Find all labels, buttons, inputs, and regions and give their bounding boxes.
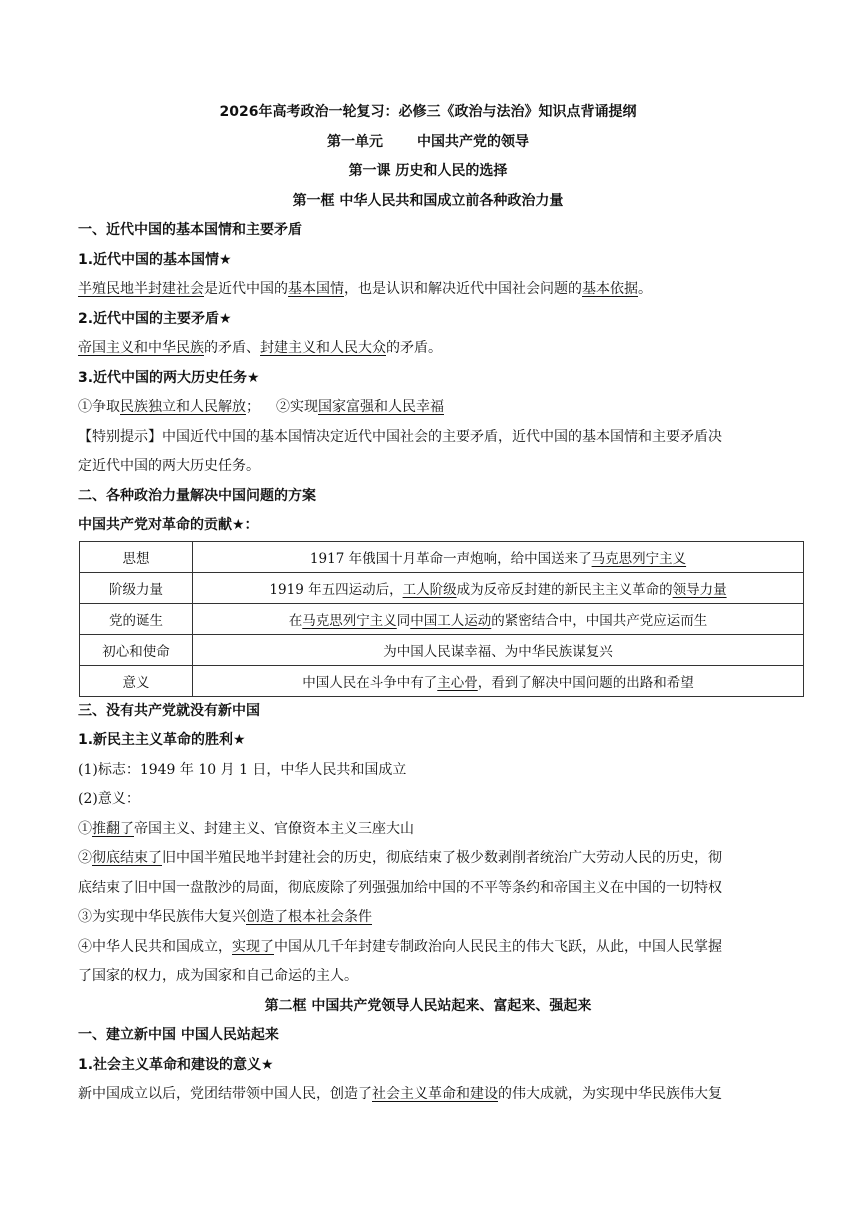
- table-value: 为中国人民谋幸福、为中华民族谋复兴: [193, 634, 804, 665]
- key-term: 帝国主义和中华民族: [78, 340, 204, 356]
- text: 的矛盾。: [386, 340, 442, 356]
- point-title: 1.近代中国的基本国情★: [78, 251, 232, 268]
- section-heading: 三、没有共产党就没有新中国: [78, 702, 260, 719]
- key-term: 半殖民地半封建社会: [78, 281, 204, 297]
- text: ；: [246, 399, 260, 415]
- unit-name: 第一单元: [327, 133, 383, 150]
- frame-heading-2: 第二框 中国共产党领导人民站起来、富起来、强起来: [264, 997, 592, 1014]
- unit-topic: 中国共产党的领导: [417, 133, 529, 150]
- point-title: 3.近代中国的两大历史任务★: [78, 369, 260, 386]
- table-value: 在马克思列宁主义同中国工人运动的紧密结合中，中国共产党应运而生: [193, 603, 804, 634]
- list-item-continued: 底结束了旧中国一盘散沙的局面，彻底废除了列强强加给中国的不平等条约和帝国主义在中国的一切特权: [78, 879, 722, 896]
- frame-heading-1: 第一框 中华人民共和国成立前各种政治力量: [292, 192, 564, 209]
- paragraph: (2)意义：: [78, 791, 140, 807]
- point-title: 1.社会主义革命和建设的意义★: [78, 1056, 274, 1073]
- table-value: 1919 年五四运动后，工人阶级成为反帝反封建的新民主主义革命的领导力量: [193, 572, 804, 603]
- special-tip-line-2: 定近代中国的两大历史任务。: [78, 458, 260, 474]
- table-row: [80, 665, 804, 696]
- lesson-heading: 第一课 历史和人民的选择: [348, 163, 508, 179]
- list-item: ④中华人民共和国成立，实现了中国从几千年封建专制政治向人民民主的伟大飞跃，从此，中国人民掌握: [78, 938, 722, 955]
- table-row: [80, 572, 804, 603]
- list-item-continued: 了国家的权力，成为国家和自己命运的主人。: [78, 968, 358, 984]
- table-key: 阶级力量: [80, 572, 193, 603]
- paragraph: [78, 393, 778, 423]
- key-term: 基本依据: [582, 281, 638, 297]
- list-item: ①推翻了帝国主义、封建主义、官僚资本主义三座大山: [78, 820, 414, 837]
- document-title: 2026年高考政治一轮复习：必修三《政治与法治》知识点背诵提纲: [219, 104, 637, 120]
- table-row: [80, 603, 804, 634]
- list-item: ②彻底结束了旧中国半殖民地半封建社会的历史，彻底结束了极少数剥削者统治广大劳动人民的历史，彻: [78, 850, 722, 866]
- text: ①争取: [78, 399, 120, 415]
- key-term: 基本国情: [288, 281, 344, 297]
- text: 是近代中国的: [204, 281, 288, 297]
- table-key: 思想: [80, 541, 193, 572]
- paragraph: [78, 334, 778, 364]
- table-value: 1917 年俄国十月革命一声炮响，给中国送来了马克思列宁主义: [193, 541, 804, 572]
- table-caption: 中国共产党对革命的贡献★：: [78, 517, 259, 533]
- table-row: [80, 634, 804, 665]
- text: 。: [638, 281, 652, 297]
- point-title: 1.新民主主义革命的胜利★: [78, 732, 246, 748]
- text: ②实现: [276, 399, 318, 415]
- paragraph: 新中国成立以后，党团结带领中国人民，创造了社会主义革命和建设的伟大成就，为实现中华民族伟大复: [78, 1086, 722, 1102]
- table-key: 党的诞生: [80, 603, 193, 634]
- point-title: 2.近代中国的主要矛盾★: [78, 310, 232, 327]
- document-page: [78, 98, 778, 1110]
- section-heading: 二、各种政治力量解决中国问题的方案: [78, 487, 316, 504]
- table-row: [80, 541, 804, 572]
- table-value: 中国人民在斗争中有了主心骨，看到了解决中国问题的出路和希望: [193, 665, 804, 696]
- key-term: 封建主义和人民大众: [260, 340, 386, 356]
- unit-heading: [78, 128, 778, 158]
- table-key: 意义: [80, 665, 193, 696]
- paragraph: (1)标志：1949 年 10 月 1 日，中华人民共和国成立: [78, 761, 407, 778]
- text: 的矛盾、: [204, 340, 260, 356]
- key-term: 国家富强和人民幸福: [318, 399, 444, 415]
- section-heading: 一、建立新中国 中国人民站起来: [78, 1027, 279, 1043]
- key-term: 民族独立和人民解放: [120, 399, 246, 415]
- list-item: ③为实现中华民族伟大复兴创造了根本社会条件: [78, 909, 372, 925]
- special-tip-line-1: 【特别提示】中国近代中国的基本国情决定近代中国社会的主要矛盾，近代中国的基本国情和主要矛盾决: [78, 428, 722, 445]
- text: ，也是认识和解决近代中国社会问题的: [344, 281, 582, 297]
- table-key: 初心和使命: [80, 634, 193, 665]
- section-heading: 一、近代中国的基本国情和主要矛盾: [78, 222, 302, 238]
- contribution-table: [79, 541, 804, 697]
- paragraph: [78, 275, 778, 305]
